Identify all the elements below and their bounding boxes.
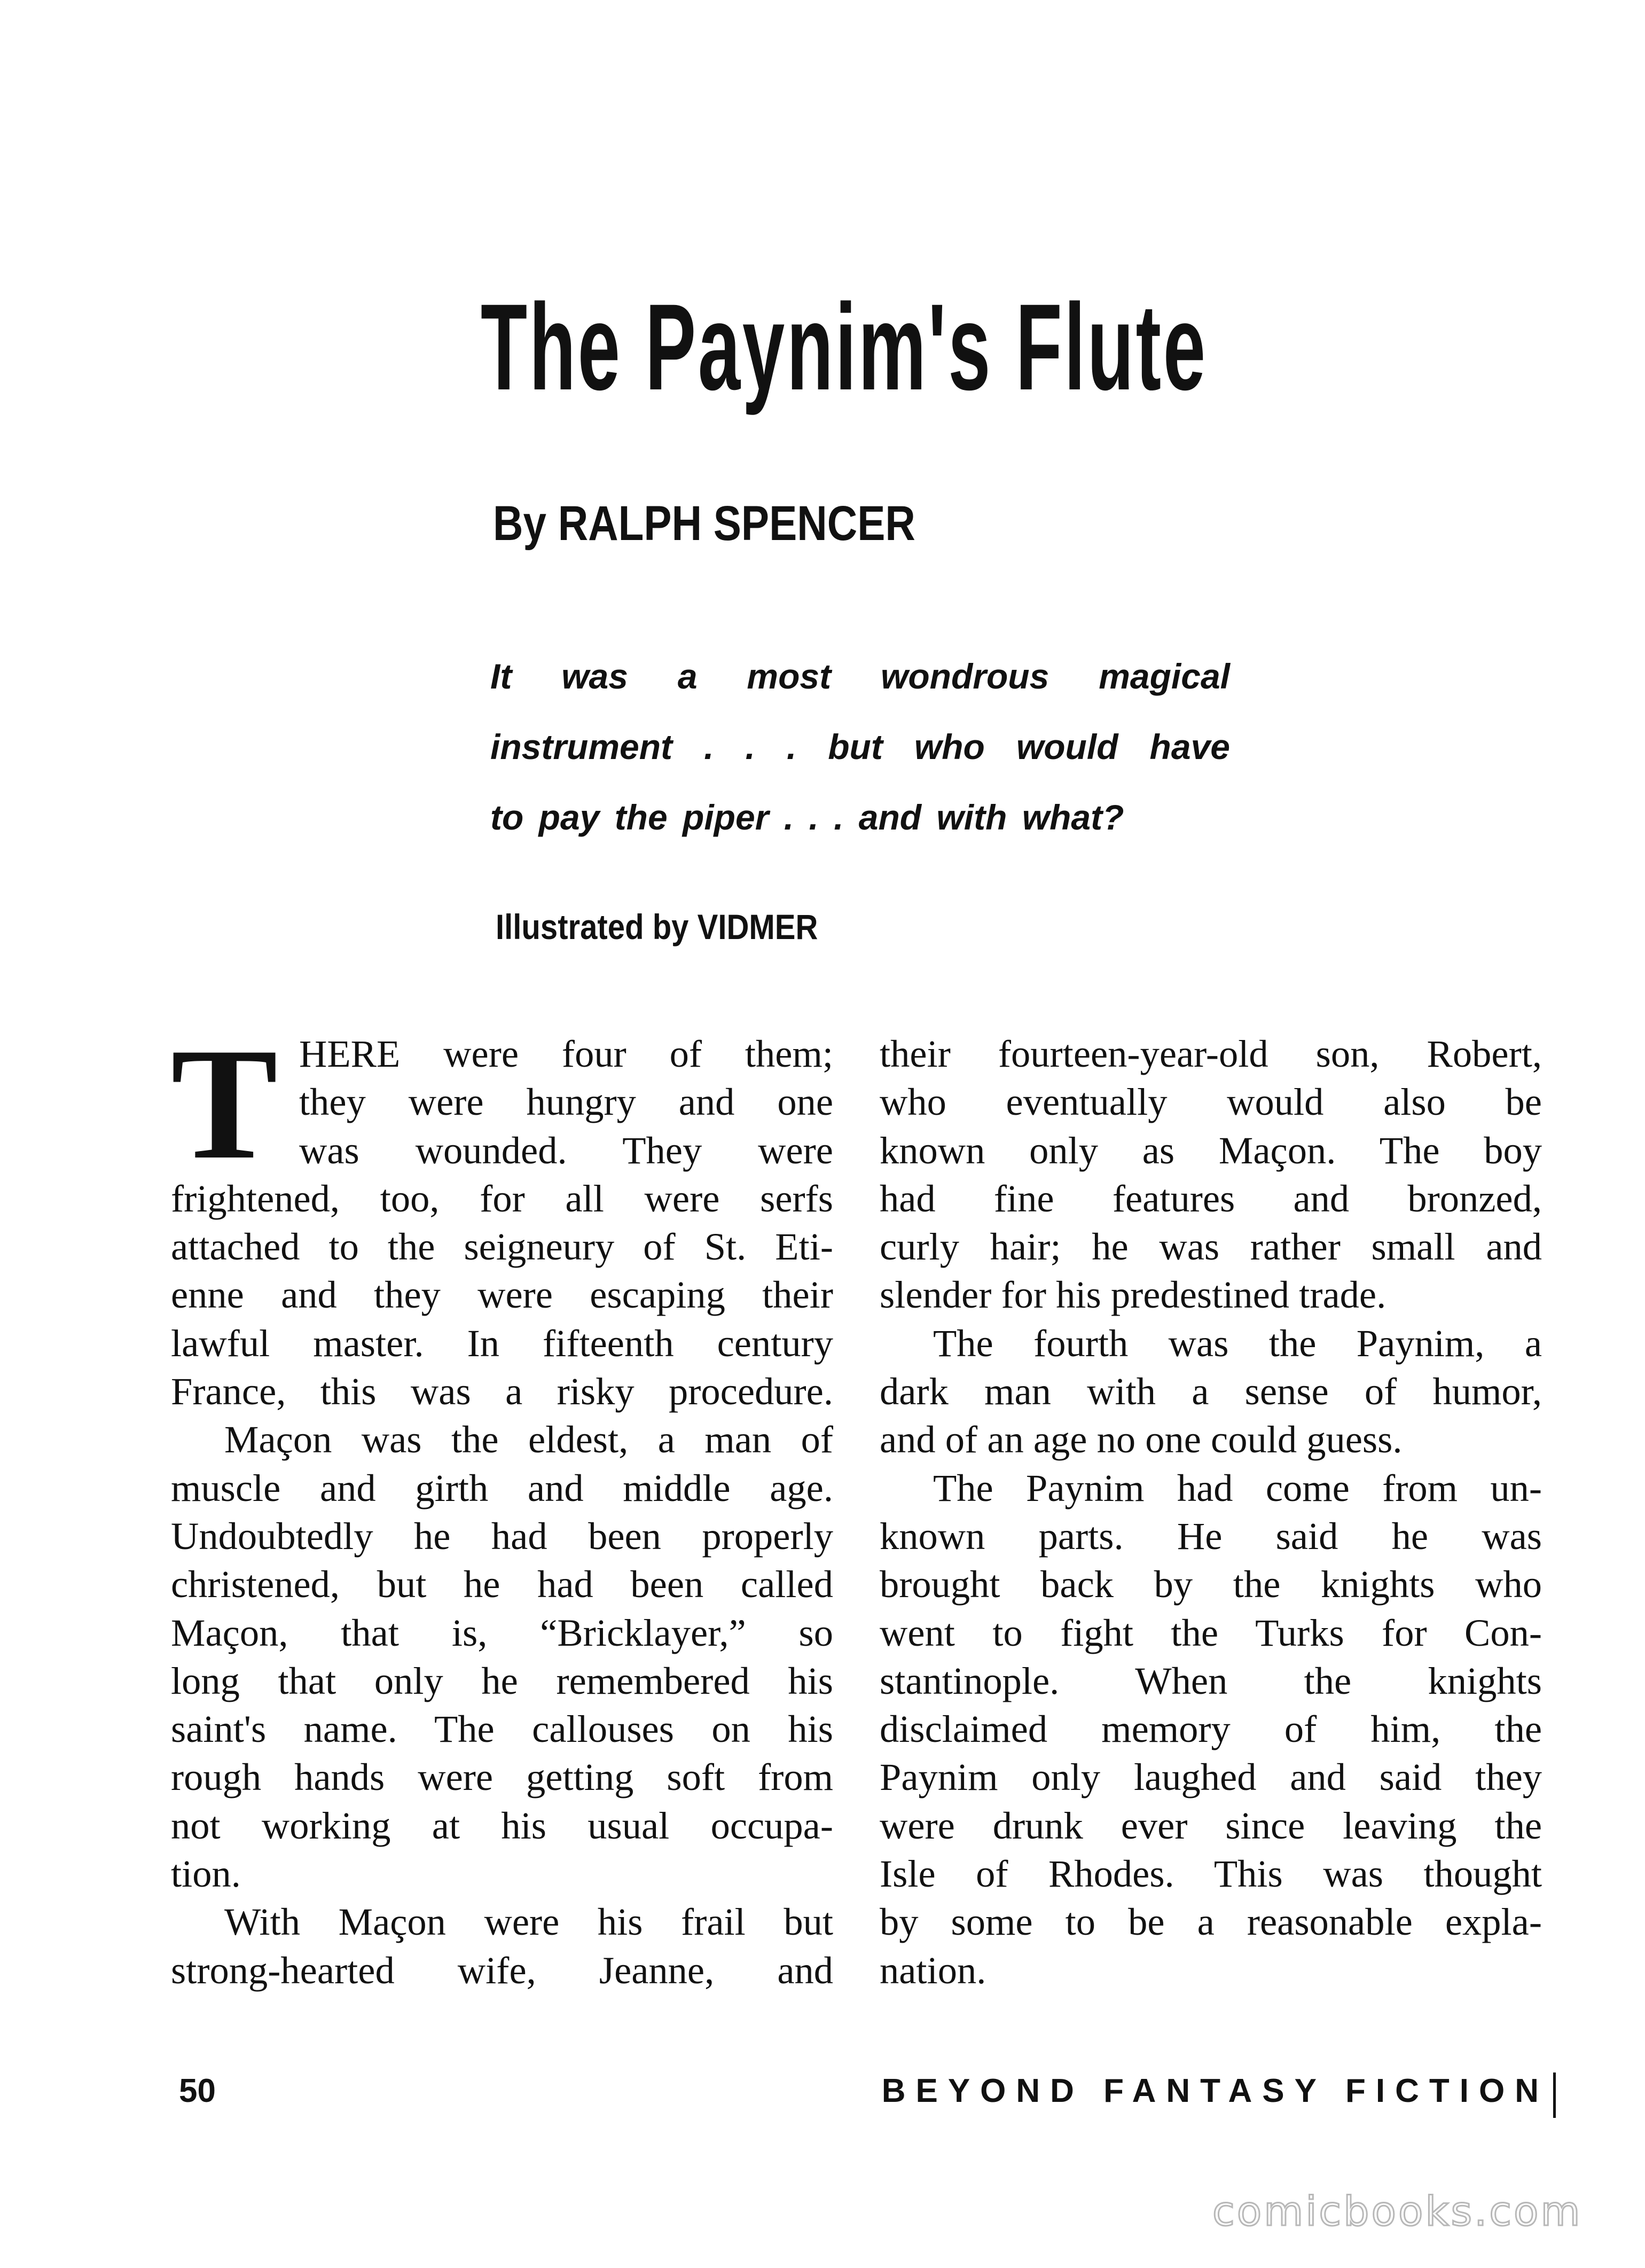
body-line: strong-hearted wife, Jeanne, and xyxy=(171,1948,833,1992)
body-line: their fourteen-year-old son, Robert, xyxy=(880,1032,1542,1075)
story-title: The Paynim's Flute xyxy=(481,278,1208,416)
body-line: had fine features and bronzed, xyxy=(880,1176,1542,1220)
watermark: comicbooks.com xyxy=(1212,2187,1583,2235)
body-line: known parts. He said he was xyxy=(880,1514,1542,1558)
body-line: brought back by the knights who xyxy=(880,1562,1542,1606)
blurb-line: instrument . . . but who would have xyxy=(490,727,1230,767)
body-line: rough hands were getting soft from xyxy=(171,1755,833,1799)
body-line: they were hungry and one xyxy=(299,1080,833,1124)
footer-rule xyxy=(1553,2073,1556,2118)
body-line: tion. xyxy=(171,1852,241,1896)
body-line: stantinople. When the knights xyxy=(880,1659,1542,1702)
body-column-right xyxy=(880,1030,1542,1995)
body-line: Maçon, that is, “Bricklayer,” so xyxy=(171,1610,833,1654)
body-line: by some to be a reasonable expla- xyxy=(880,1900,1542,1944)
body-line: France, this was a risky procedure. xyxy=(171,1370,833,1413)
body-line: enne and they were escaping their xyxy=(171,1273,833,1317)
body-line: lawful master. In fifteenth century xyxy=(171,1321,833,1365)
body-line: The fourth was the Paynim, a xyxy=(933,1321,1542,1365)
body-line: went to fight the Turks for Con- xyxy=(880,1610,1542,1654)
body-line: was wounded. They were xyxy=(299,1128,833,1172)
body-line: muscle and girth and middle age. xyxy=(171,1466,833,1510)
body-line: attached to the seigneury of St. Eti- xyxy=(171,1225,833,1269)
body-line: Maçon was the eldest, a man of xyxy=(224,1418,833,1461)
page-number: 50 xyxy=(179,2073,216,2109)
body-line: curly hair; he was rather small and xyxy=(880,1225,1542,1269)
body-line: dark man with a sense of humor, xyxy=(880,1370,1542,1413)
body-line: christened, but he had been called xyxy=(171,1562,833,1606)
blurb-line: It was a most wondrous magical xyxy=(490,656,1230,696)
body-line: and of an age no one could guess. xyxy=(880,1418,1403,1461)
drop-cap: T xyxy=(171,1015,278,1192)
body-line: frightened, too, for all were serfs xyxy=(171,1176,833,1220)
body-line: Paynim only laughed and said they xyxy=(880,1755,1542,1799)
story-blurb xyxy=(490,641,1230,853)
body-line: were drunk ever since leaving the xyxy=(880,1803,1542,1847)
body-line: known only as Maçon. The boy xyxy=(880,1128,1542,1172)
body-line: Undoubtedly he had been properly xyxy=(171,1514,833,1558)
body-line: disclaimed memory of him, the xyxy=(880,1707,1542,1751)
body-line: With Maçon were his frail but xyxy=(224,1900,833,1944)
body-line: saint's name. The callouses on his xyxy=(171,1707,833,1751)
body-line: slender for his predestined trade. xyxy=(880,1273,1386,1317)
body-line: long that only he remembered his xyxy=(171,1659,833,1702)
body-line: Isle of Rhodes. This was thought xyxy=(880,1852,1542,1896)
body-column-left xyxy=(171,1015,833,1995)
illustrator-credit: Illustrated by VIDMER xyxy=(496,907,818,947)
body-line: nation. xyxy=(880,1948,986,1992)
body-line: The Paynim had come from un- xyxy=(933,1466,1542,1510)
magazine-name: BEYOND FANTASY FICTION xyxy=(881,2073,1549,2109)
body-line: not working at his usual occupa- xyxy=(171,1803,833,1847)
body-line: who eventually would also be xyxy=(880,1080,1542,1124)
author-byline: By RALPH SPENCER xyxy=(493,496,915,551)
body-line: HERE were four of them; xyxy=(299,1032,833,1075)
blurb-line: to pay the piper . . . and with what? xyxy=(490,797,1124,837)
